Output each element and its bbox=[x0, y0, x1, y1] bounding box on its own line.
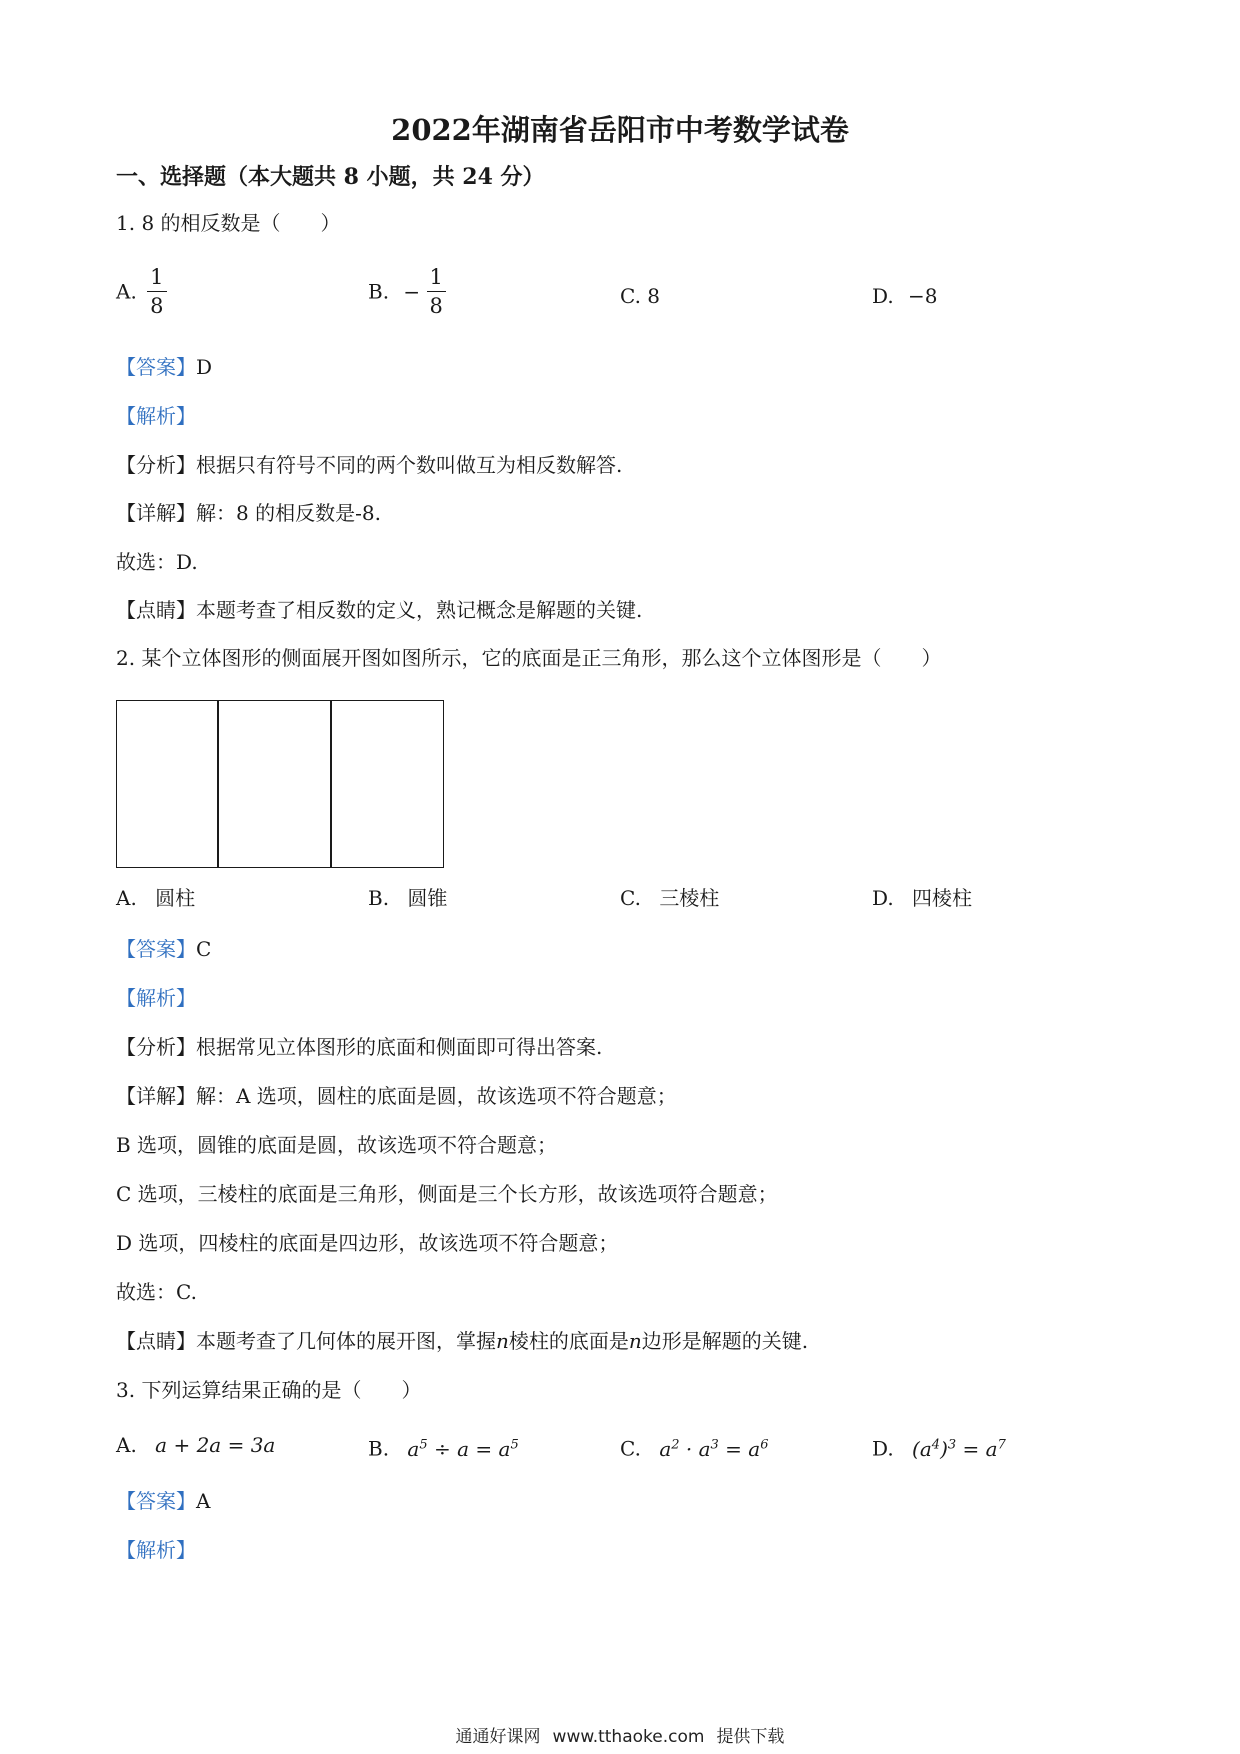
fraction-numerator: 1 bbox=[429, 265, 443, 289]
q2-dianjing bbox=[116, 1328, 808, 1354]
q1-fenxi: 【分析】根据只有符号不同的两个数叫做互为相反数解答. bbox=[116, 453, 623, 477]
footer-site: 通通好课网 bbox=[455, 1727, 541, 1747]
q3-analysis-tag: 【解析】 bbox=[116, 1538, 196, 1562]
question-2-stem: 2. 某个立体图形的侧面展开图如图所示，它的底面是正三角形，那么这个立体图形是（ ） bbox=[116, 646, 942, 670]
dianjing-text: 边形是解题的关键. bbox=[641, 1329, 809, 1353]
option-label: B. bbox=[368, 1436, 390, 1461]
option-label: A. bbox=[116, 279, 137, 304]
q2-line-c: C 选项，三棱柱的底面是三角形，侧面是三个长方形，故该选项符合题意； bbox=[116, 1182, 778, 1206]
answer-tag: 【答案】 bbox=[116, 355, 196, 379]
question-1-stem: 1. 8 的相反数是（ ） bbox=[116, 211, 341, 235]
q1-analysis-tag: 【解析】 bbox=[116, 404, 196, 428]
page-footer bbox=[0, 1722, 1240, 1747]
option-expression: a + 2a = 3a bbox=[155, 1433, 276, 1457]
q2-option-a bbox=[116, 885, 195, 911]
q1-option-c: C. 8 bbox=[620, 284, 661, 308]
option-label: B. bbox=[368, 886, 390, 910]
option-label: A. bbox=[116, 886, 137, 910]
q3-option-c bbox=[620, 1432, 769, 1462]
answer-tag: 【答案】 bbox=[116, 937, 196, 961]
fraction-numerator: 1 bbox=[150, 265, 164, 289]
option-label: B. bbox=[368, 279, 390, 304]
q3-option-b bbox=[368, 1432, 519, 1462]
option-text: 圆锥 bbox=[407, 886, 448, 910]
q3-option-a bbox=[116, 1432, 275, 1458]
answer-tag: 【答案】 bbox=[116, 1489, 196, 1513]
q1-option-b bbox=[368, 265, 446, 318]
option-value: −8 bbox=[908, 284, 938, 308]
q2-analysis-tag: 【解析】 bbox=[116, 986, 196, 1010]
option-expression: $a^5 \div a = a^5$ bbox=[407, 1436, 519, 1461]
option-label: D. bbox=[872, 284, 894, 308]
q1-dianjing: 【点睛】本题考查了相反数的定义，熟记概念是解题的关键. bbox=[116, 598, 643, 622]
q2-answer bbox=[116, 936, 211, 962]
fraction bbox=[427, 265, 446, 318]
option-label: C. bbox=[620, 886, 641, 910]
q1-option-d bbox=[872, 283, 938, 309]
footer-url[interactable]: www.tthaoke.com bbox=[552, 1727, 705, 1747]
q2-option-b bbox=[368, 885, 447, 911]
math-variable: n bbox=[496, 1329, 509, 1353]
figure-divider bbox=[330, 701, 332, 867]
figure-divider bbox=[217, 701, 219, 867]
answer-value: A bbox=[196, 1489, 211, 1513]
q2-xiangjie: 【详解】解：A 选项，圆柱的底面是圆，故该选项不符合题意； bbox=[116, 1084, 677, 1108]
option-text: 三棱柱 bbox=[659, 886, 720, 910]
answer-value: C bbox=[196, 937, 212, 961]
math-variable: n bbox=[628, 1329, 642, 1353]
fraction-denominator: 8 bbox=[427, 291, 446, 318]
footer-suffix: 提供下载 bbox=[716, 1727, 785, 1747]
q1-guxuan: 故选：D. bbox=[116, 550, 198, 574]
q1-answer bbox=[116, 354, 212, 380]
answer-value: D bbox=[196, 355, 213, 379]
q2-fenxi: 【分析】根据常见立体图形的底面和侧面即可得出答案. bbox=[116, 1035, 603, 1059]
question-3-stem: 3. 下列运算结果正确的是（ ） bbox=[116, 1378, 422, 1402]
fraction-denominator: 8 bbox=[147, 291, 166, 318]
option-expression: $(a^4)^3 = a^7$ bbox=[912, 1436, 1006, 1461]
option-label: A. bbox=[116, 1433, 137, 1457]
q3-option-d bbox=[872, 1432, 1006, 1462]
option-text: 圆柱 bbox=[155, 886, 196, 910]
q3-answer bbox=[116, 1488, 210, 1514]
option-expression: $a^2 \cdot a^3 = a^6$ bbox=[659, 1436, 769, 1461]
q2-guxuan: 故选：C. bbox=[116, 1280, 197, 1304]
option-label: C. bbox=[620, 1436, 641, 1461]
dianjing-text: 【点睛】本题考查了几何体的展开图，掌握 bbox=[116, 1329, 496, 1353]
option-label: D. bbox=[872, 886, 894, 910]
q1-option-a bbox=[116, 265, 167, 318]
option-label: D. bbox=[872, 1436, 894, 1461]
section-heading: 一、选择题（本大题共 8 小题，共 24 分） bbox=[116, 164, 545, 190]
q2-option-c bbox=[620, 885, 719, 911]
page-title: 2022年湖南省岳阳市中考数学试卷 bbox=[391, 113, 849, 147]
q1-xiangjie: 【详解】解：8 的相反数是-8. bbox=[116, 501, 381, 525]
minus-sign: − bbox=[403, 279, 421, 304]
lateral-unfolding-figure bbox=[116, 700, 444, 868]
q2-line-b: B 选项，圆锥的底面是圆，故该选项不符合题意； bbox=[116, 1133, 558, 1157]
q2-line-d: D 选项，四棱柱的底面是四边形，故该选项不符合题意； bbox=[116, 1231, 619, 1255]
fraction bbox=[147, 265, 166, 318]
q2-option-d bbox=[872, 885, 972, 911]
dianjing-text: 棱柱的底面是 bbox=[508, 1329, 629, 1353]
option-text: 四棱柱 bbox=[912, 886, 973, 910]
